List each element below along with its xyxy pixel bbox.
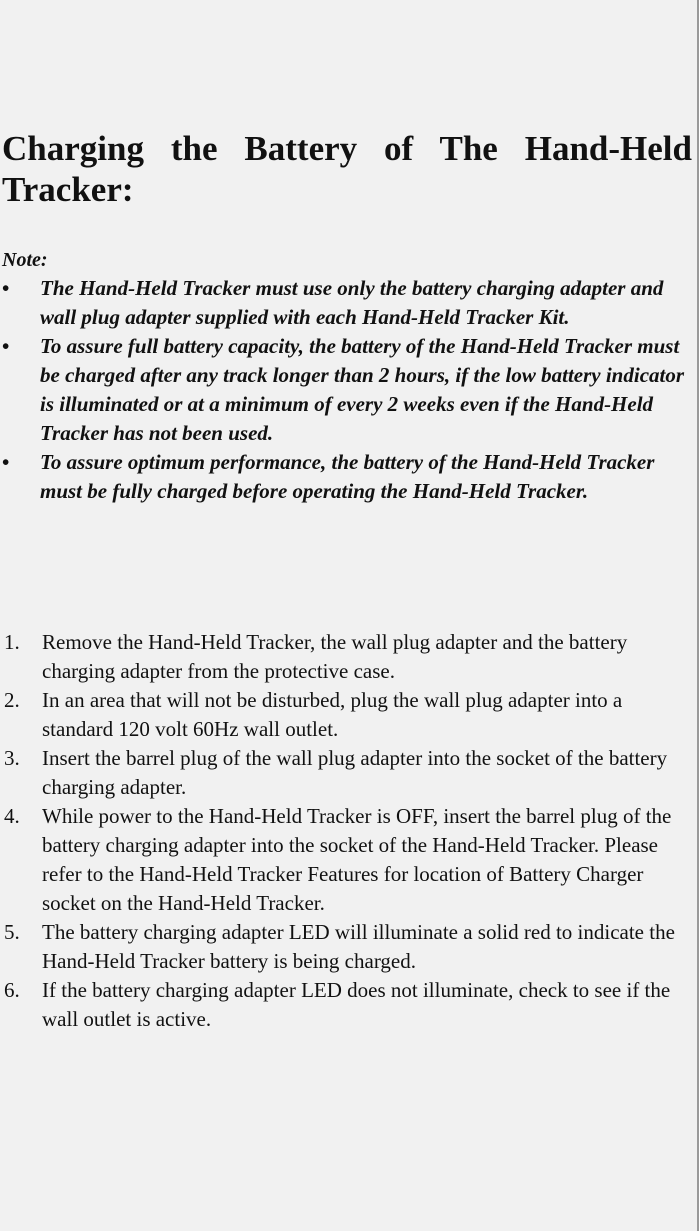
step-item <box>0 744 690 802</box>
step-number: 1. <box>4 630 20 654</box>
step-item <box>0 918 690 976</box>
note-item <box>0 274 690 332</box>
bullet-icon: • <box>2 450 10 474</box>
step-item <box>0 628 690 686</box>
step-item <box>0 802 690 918</box>
page-title: Charging the Battery of The Hand-Held Tracker: <box>2 129 692 209</box>
step-number: 5. <box>4 920 20 944</box>
step-text: Insert the barrel plug of the wall plug adapter into the socket of the battery charging adapter. <box>42 746 668 799</box>
step-number: 6. <box>4 978 20 1002</box>
step-text: While power to the Hand-Held Tracker is OFF, insert the barrel plug of the battery charging adapter into the socket of the Hand-Held Tracker. Please refer to the Hand-Held Tracker Features for location of Battery Charger socket on the Hand-Held Tracker. <box>42 804 672 915</box>
step-number: 4. <box>4 804 20 828</box>
step-number: 2. <box>4 688 20 712</box>
step-item <box>0 686 690 744</box>
note-label: Note: <box>2 249 48 271</box>
steps-list <box>0 628 690 1034</box>
note-item <box>0 332 690 448</box>
note-item <box>0 448 690 506</box>
note-text: To assure full battery capacity, the battery of the Hand-Held Tracker must be charged after any track longer than 2 hours, if the low battery indicator is illuminated or at a minimum of every 2 weeks even if the Hand-Held Tracker has not been used. <box>40 334 685 445</box>
note-text: The Hand-Held Tracker must use only the battery charging adapter and wall plug adapter supplied with each Hand-Held Tracker Kit. <box>40 276 664 329</box>
step-number: 3. <box>4 746 20 770</box>
step-text: In an area that will not be disturbed, plug the wall plug adapter into a standard 120 volt 60Hz wall outlet. <box>42 688 623 741</box>
note-text: To assure optimum performance, the battery of the Hand-Held Tracker must be fully charged before operating the Hand-Held Tracker. <box>40 450 655 503</box>
step-text: Remove the Hand-Held Tracker, the wall plug adapter and the battery charging adapter from the protective case. <box>42 630 628 683</box>
step-text: If the battery charging adapter LED does not illuminate, check to see if the wall outlet is active. <box>42 978 671 1031</box>
note-list <box>0 274 690 506</box>
bullet-icon: • <box>2 334 10 358</box>
step-text: The battery charging adapter LED will illuminate a solid red to indicate the Hand-Held Tracker battery is being charged. <box>42 920 675 973</box>
bullet-icon: • <box>2 276 10 300</box>
step-item <box>0 976 690 1034</box>
